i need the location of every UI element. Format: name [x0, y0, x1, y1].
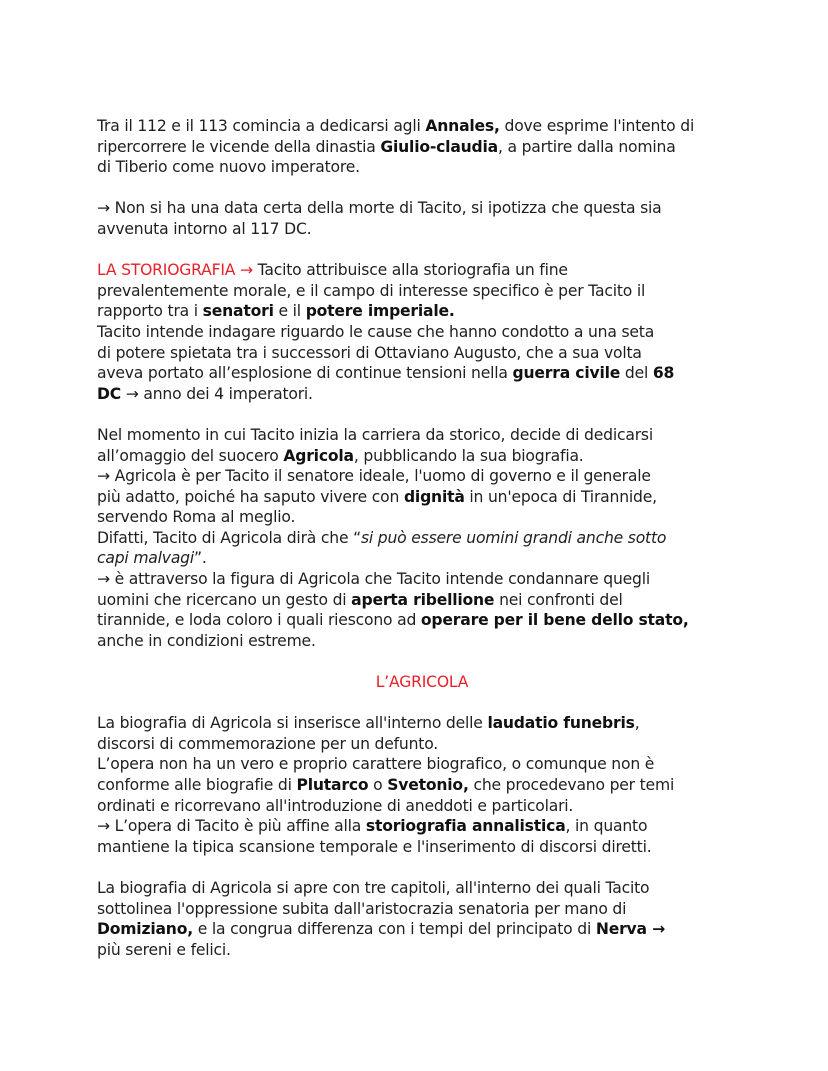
paragraph-annales: Tra il 112 e il 113 comincia a dedicarsi agli Annales, dove esprime l'intento di ripercorrere le vicende della dinastia Giulio-claudia, a partire dalla nomina di Tiberio come nuovo imperatore.	[97, 117, 695, 177]
paragraph-death: → Non si ha una data certa della morte di Tacito, si ipotizza che questa sia avvenuta intorno al 117 DC.	[97, 199, 662, 238]
quote: si può essere uomini grandi anche sotto	[360, 528, 667, 547]
document-page	[97, 116, 747, 960]
paragraph-laudatio: La biografia di Agricola si inserisce all'interno delle laudatio funebris, discorsi di commemorazione per un defunto. L’opera non ha un vero e proprio carattere biografico, o comunque non è conforme alle biografie di Plutarco o Svetonio, che procedevano per temi ordinati e ricorrevano all'introduzione di aneddoti e particolari. → L’opera di Tacito è più affine alla storiografia annalistica, in quanto mantiene la tipica scansione temporale e l'inserimento di discorsi diretti.	[97, 714, 675, 856]
paragraph-storiografia: LA STORIOGRAFIA → Tacito attribuisce alla storiografia un fine prevalentemente morale, e il campo di interesse specifico è per Tacito il rapporto tra i senatori e il potere imperiale. Tacito intende indagare riguardo le cause che hanno condotto a una seta di potere spietata tra i successori di Ottaviano Augusto, che a sua volta aveva portato all’esplosione di continue tensioni nella guerra civile del 68 DC → anno dei 4 imperatori.	[97, 261, 675, 403]
paragraph-agricola-intro: Nel momento in cui Tacito inizia la carriera da storico, decide di dedicarsi all’omaggio del suocero Agricola, pubblicando la sua biografia. → Agricola è per Tacito il senatore ideale, l'uomo di governo e il generale più adatto, poiché ha saputo vivere con dignità in un'epoca di Tirannide, servendo Roma al meglio. Difatti, Tacito di Agricola dirà che “si può essere uomini grandi anche sotto capi malvagi”. → è attraverso la figura di Agricola che Tacito intende condannare quegli uomini che ricercano un gesto di aperta ribellione nei confronti del tirannide, e loda coloro i quali riescono ad operare per il bene dello stato, anche in condizioni estreme.	[97, 425, 689, 650]
bold-annales: Annales,	[425, 117, 500, 135]
storiografia-heading: LA STORIOGRAFIA →	[97, 261, 253, 280]
bold-giulio-claudia: Giulio-claudia	[380, 137, 498, 156]
paragraph-chapters: La biografia di Agricola si apre con tre capitoli, all'interno dei quali Tacito sottolinea l'oppressione subita dall'aristocrazia senatoria per mano di Domiziano, e la congrua differenza con i tempi del principato di Nerva → più sereni e felici.	[97, 878, 665, 959]
section-heading-agricola: L’AGRICOLA	[375, 673, 469, 692]
